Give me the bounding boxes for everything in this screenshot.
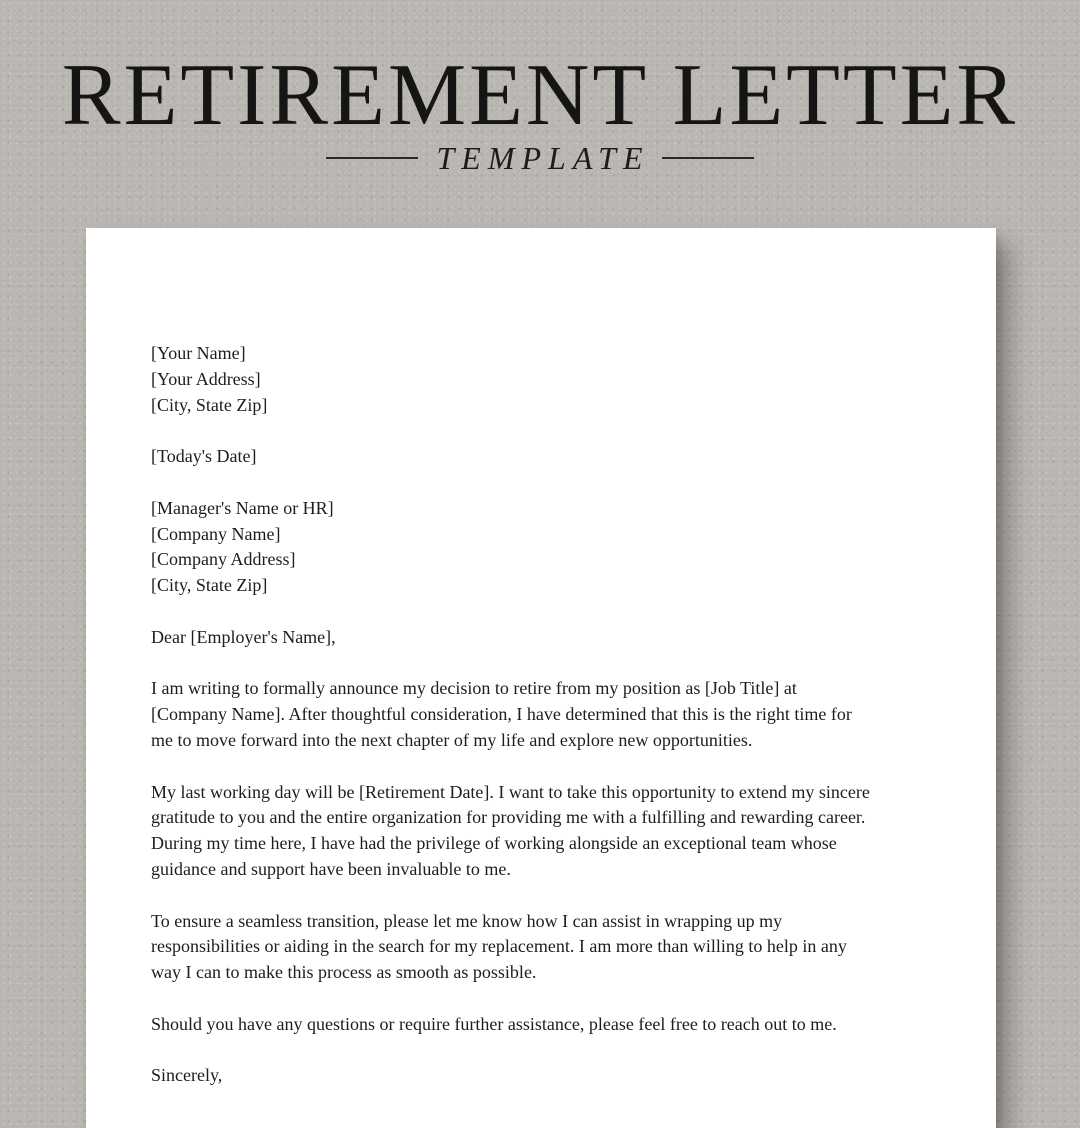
paragraph-line: Should you have any questions or require further assistance, please feel free to reach out to me. [151, 1013, 837, 1034]
paragraph-line: During my time here, I have had the privilege of working alongside an exceptional team whose [151, 833, 837, 854]
recipient-company: [Company Name] [151, 523, 281, 544]
paragraph-line: I am writing to formally announce my decision to retire from my position as [Job Title] at [151, 678, 797, 699]
closing [151, 1063, 951, 1089]
page-title: RETIREMENT LETTER [61, 47, 1019, 144]
paragraph-transition [151, 909, 951, 986]
paragraph-line: way I can to make this process as smooth as possible. [151, 962, 537, 983]
salutation-text: Dear [Employer's Name], [151, 626, 336, 647]
salutation [151, 625, 951, 651]
paragraph-line: [Company Name]. After thoughtful consideration, I have determined that this is the right time for [151, 704, 852, 725]
paragraph-line: me to move forward into the next chapter of my life and explore new opportunities. [151, 729, 753, 750]
sender-street: [Your Address] [151, 368, 261, 389]
sender-name: [Your Name] [151, 343, 246, 363]
paragraph-contact [151, 1012, 951, 1038]
recipient-city: [City, State Zip] [151, 575, 268, 596]
paragraph-line: My last working day will be [Retirement Date]. I want to take this opportunity to extend my sincere [151, 781, 870, 802]
recipient-street: [Company Address] [151, 549, 296, 570]
paragraph-line: gratitude to you and the entire organization for providing me with a fulfilling and rewarding career. [151, 807, 866, 828]
paragraph-line: guidance and support have been invaluable to me. [151, 858, 511, 879]
sender-address [151, 341, 951, 418]
right-divider [662, 157, 754, 159]
left-divider [326, 157, 418, 159]
recipient-name: [Manager's Name or HR] [151, 497, 334, 518]
paragraph-announcement [151, 676, 951, 753]
paragraph-line: responsibilities or aiding in the search for my replacement. I am more than willing to help in any [151, 936, 847, 957]
page-subtitle: TEMPLATE [436, 140, 650, 176]
paragraph-gratitude [151, 780, 951, 883]
closing-text: Sincerely, [151, 1065, 223, 1086]
paragraph-line: To ensure a seamless transition, please let me know how I can assist in wrapping up my [151, 910, 783, 931]
sender-city: [City, State Zip] [151, 394, 268, 415]
subtitle-row [0, 138, 1080, 178]
letter-body [151, 341, 951, 1089]
letter-document [86, 228, 996, 1128]
date-text: [Today's Date] [151, 446, 257, 467]
letter-date [151, 444, 951, 470]
recipient-address [151, 496, 951, 599]
